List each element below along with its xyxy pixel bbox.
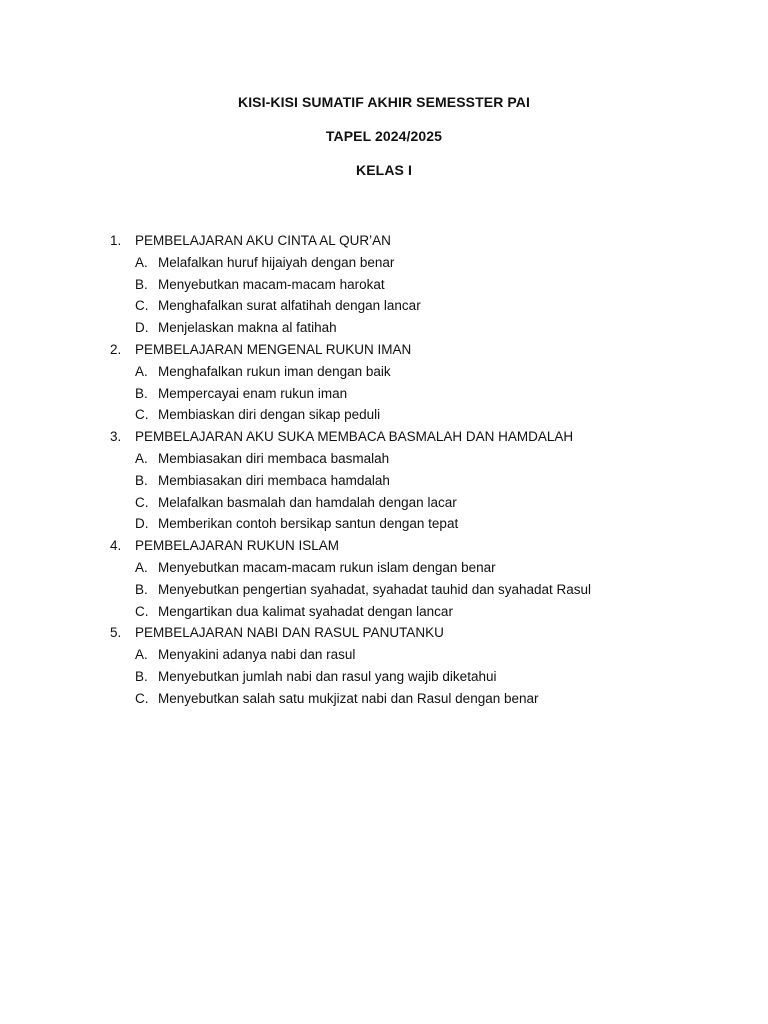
item-letter: B. bbox=[135, 276, 148, 292]
item-letter: C. bbox=[135, 603, 149, 619]
class-label: KELAS I bbox=[356, 162, 412, 178]
item-letter: A. bbox=[135, 254, 148, 270]
item-letter: D. bbox=[135, 516, 149, 532]
item-text: Menyebutkan salah satu mukjizat nabi dan Rasul dengan benar bbox=[158, 690, 539, 706]
section-title: PEMBELAJARAN NABI DAN RASUL PANUTANKU bbox=[135, 625, 444, 641]
list-item bbox=[110, 666, 730, 688]
item-letter: D. bbox=[135, 320, 149, 336]
list-item bbox=[110, 274, 730, 296]
list-item bbox=[110, 470, 730, 492]
item-text: Menjelaskan makna al fatihah bbox=[158, 320, 337, 336]
section-number: 4. bbox=[110, 538, 122, 554]
section bbox=[110, 339, 730, 426]
list-item bbox=[110, 448, 730, 470]
section-heading bbox=[110, 535, 730, 557]
item-text: Menyakini adanya nabi dan rasul bbox=[158, 647, 356, 663]
item-text: Menyebutkan macam-macam harokat bbox=[158, 276, 385, 292]
list-item bbox=[110, 557, 730, 579]
section bbox=[110, 230, 730, 339]
section-number: 3. bbox=[110, 429, 122, 445]
item-letter: B. bbox=[135, 385, 148, 401]
item-text: Menyebutkan jumlah nabi dan rasul yang wajib diketahui bbox=[158, 668, 497, 684]
section-heading bbox=[110, 426, 730, 448]
section-number: 1. bbox=[110, 233, 122, 248]
document-header bbox=[0, 92, 768, 194]
list-item bbox=[110, 295, 730, 317]
list-item bbox=[110, 317, 730, 339]
list-item bbox=[110, 579, 730, 601]
item-letter: A. bbox=[135, 363, 148, 379]
document-title: KISI-KISI SUMATIF AKHIR SEMESSTER PAI bbox=[237, 94, 530, 110]
item-letter: C. bbox=[135, 494, 149, 510]
item-text: Melafalkan huruf hijaiyah dengan benar bbox=[158, 254, 395, 270]
section bbox=[110, 535, 730, 622]
item-text: Membiaskan diri dengan sikap peduli bbox=[158, 407, 381, 423]
section bbox=[110, 426, 730, 535]
outline-list bbox=[110, 230, 730, 710]
section-title: PEMBELAJARAN MENGENAL RUKUN IMAN bbox=[135, 341, 412, 357]
item-text: Menyebutkan pengertian syahadat, syahadat tauhid dan syahadat Rasul bbox=[158, 581, 592, 597]
item-text: Mempercayai enam rukun iman bbox=[158, 385, 348, 401]
item-text: Menghafalkan surat alfatihah dengan lancar bbox=[158, 298, 421, 314]
list-item bbox=[110, 644, 730, 666]
academic-year: TAPEL 2024/2025 bbox=[325, 128, 443, 144]
item-text: Menyebutkan macam-macam rukun islam dengan benar bbox=[158, 559, 496, 575]
item-text: Mengartikan dua kalimat syahadat dengan lancar bbox=[158, 603, 453, 619]
item-letter: C. bbox=[135, 407, 149, 423]
list-item bbox=[110, 601, 730, 623]
item-letter: C. bbox=[135, 690, 149, 706]
section-heading bbox=[110, 230, 730, 252]
section-title: PEMBELAJARAN RUKUN ISLAM bbox=[135, 538, 340, 554]
list-item bbox=[110, 361, 730, 383]
item-letter: B. bbox=[135, 472, 148, 488]
item-text: Melafalkan basmalah dan hamdalah dengan lacar bbox=[158, 494, 457, 510]
item-text: Menghafalkan rukun iman dengan baik bbox=[158, 363, 391, 379]
item-letter: A. bbox=[135, 450, 148, 466]
item-letter: C. bbox=[135, 298, 149, 314]
section-title: PEMBELAJARAN AKU CINTA AL QUR’AN bbox=[135, 233, 391, 248]
list-item bbox=[110, 492, 730, 514]
item-letter: A. bbox=[135, 559, 148, 575]
section-number: 5. bbox=[110, 625, 122, 641]
item-letter: B. bbox=[135, 668, 148, 684]
item-letter: B. bbox=[135, 581, 148, 597]
section bbox=[110, 622, 730, 709]
item-text: Membiasakan diri membaca basmalah bbox=[158, 450, 390, 466]
section-heading bbox=[110, 339, 730, 361]
list-item bbox=[110, 513, 730, 535]
item-text: Membiasakan diri membaca hamdalah bbox=[158, 472, 390, 488]
list-item bbox=[110, 404, 730, 426]
section-title: PEMBELAJARAN AKU SUKA MEMBACA BASMALAH DAN HAMDALAH bbox=[135, 429, 574, 445]
item-text: Memberikan contoh bersikap santun dengan tepat bbox=[158, 516, 459, 532]
list-item bbox=[110, 688, 730, 710]
section-number: 2. bbox=[110, 341, 122, 357]
item-letter: A. bbox=[135, 647, 148, 663]
list-item bbox=[110, 383, 730, 405]
section-heading bbox=[110, 622, 730, 644]
list-item bbox=[110, 252, 730, 274]
